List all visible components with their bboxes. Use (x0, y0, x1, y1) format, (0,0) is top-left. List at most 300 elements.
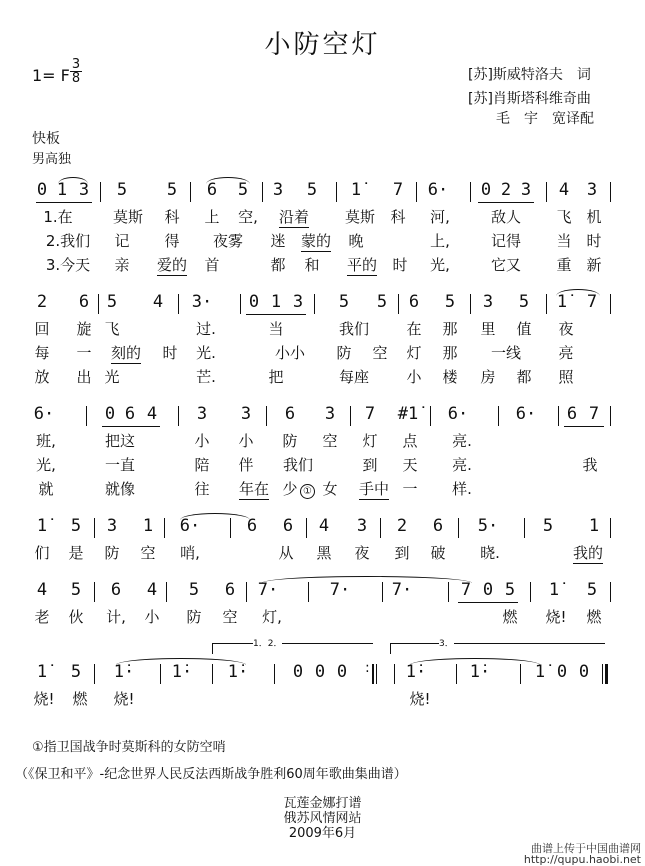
note: 5 (70, 516, 82, 536)
repeat-barline (372, 664, 374, 684)
final-barline (602, 664, 603, 684)
note: 7· (257, 580, 279, 600)
composer-credit: [苏]肖斯塔科维奇曲 (468, 91, 591, 107)
note: 4 (318, 516, 330, 536)
note: 5 (166, 180, 178, 200)
note: 0 (578, 662, 590, 682)
lyric: 把 (268, 368, 284, 386)
lyric: 新 (586, 256, 602, 274)
lyric: 空 (372, 344, 388, 362)
lyrics-row-3-verse-1 (0, 430, 645, 454)
barline (610, 406, 611, 426)
lyric: 里 (480, 320, 496, 338)
lyrics-row-3-verse-3 (0, 478, 645, 502)
note: 0 (292, 662, 304, 682)
note: 0 (556, 662, 568, 682)
lyric: 记得 (490, 232, 522, 250)
barline (274, 664, 275, 684)
lyric: 得 (164, 232, 180, 250)
barline (86, 406, 87, 426)
barline (458, 518, 459, 538)
lyric: 防 (186, 608, 202, 626)
barline (178, 294, 179, 314)
note: 7 (392, 180, 404, 200)
barline (558, 406, 559, 426)
lyric: 小 (238, 432, 254, 450)
lyric: 光, (430, 256, 450, 274)
note: #1̇ (397, 404, 419, 424)
barline (94, 664, 95, 684)
lyric: 科 (164, 208, 180, 226)
lyric: 机 (586, 208, 602, 226)
note: 5 (376, 292, 388, 312)
lyric: 过. (196, 320, 216, 338)
lyric: 亲 (114, 256, 130, 274)
lyric: 亮. (452, 432, 472, 450)
lyric: 计, (106, 608, 126, 626)
note: 4 (558, 180, 570, 200)
note: 5 (504, 580, 516, 600)
watermark-url[interactable]: http://qupu.haobi.net (523, 853, 641, 866)
lyric: 上 (204, 208, 220, 226)
lyric: 时 (162, 344, 178, 362)
lyric: 们 (34, 544, 50, 562)
note: 2 (396, 516, 408, 536)
lyric: 一线 (490, 344, 522, 362)
lyric: 光, (36, 456, 56, 474)
lyric: 记 (114, 232, 130, 250)
note: 1̇· (405, 662, 427, 682)
lyric: 哨, (180, 544, 200, 562)
source-note: （《保卫和平》-纪念世界人民反法西斯战争胜利60周年歌曲集曲谱） (15, 767, 407, 782)
barline (430, 406, 431, 426)
lyric: 夜 (558, 320, 574, 338)
barline (190, 182, 191, 202)
lyric: 女 (322, 480, 338, 498)
barline (314, 294, 315, 314)
lyric: 都 (270, 256, 286, 274)
note: 7 (364, 404, 376, 424)
note: 4 (146, 580, 158, 600)
note: 1̇· (227, 662, 249, 682)
note: 5 (116, 180, 128, 200)
barline (546, 294, 547, 314)
lyric: 和 (304, 256, 320, 274)
lyric: 空 (140, 544, 156, 562)
note: 6 (566, 404, 578, 424)
note: 4 (36, 580, 48, 600)
lyric: 烧! (409, 690, 431, 708)
note: 1̇· (113, 662, 135, 682)
note: 1 (56, 180, 68, 200)
note: 5 (542, 516, 554, 536)
lyric: 燃 (586, 608, 602, 626)
lyric: 到 (394, 544, 410, 562)
key-signature: 1= F (32, 66, 70, 85)
note: 7 (460, 580, 472, 600)
lyric: 灯 (406, 344, 422, 362)
lyric: 房 (480, 368, 496, 386)
lyrics-row-5 (0, 606, 645, 630)
lyric: 一 (76, 344, 92, 362)
lyric: 小小 (274, 344, 306, 362)
note: 3 (240, 404, 252, 424)
slur (556, 289, 600, 296)
slur (180, 513, 250, 520)
note: 6 (124, 404, 136, 424)
lyric: 2.我们 (45, 232, 91, 250)
staff-row-6 (0, 662, 645, 686)
barline (470, 182, 471, 202)
barline (262, 182, 263, 202)
lyric: 就 (38, 480, 54, 498)
lyric: 出 (76, 368, 92, 386)
lyric: 少 (282, 480, 298, 498)
voice-marking: 男高独 (32, 152, 72, 167)
note: 1̇ (548, 580, 560, 600)
time-signature (70, 58, 82, 85)
barline (164, 518, 165, 538)
lyric: 每座 (338, 368, 370, 386)
barline (308, 582, 309, 602)
note: 6 (110, 580, 122, 600)
barline (98, 294, 99, 314)
note: 5 (70, 662, 82, 682)
time-top: 3 (71, 57, 81, 72)
volta-2-label: 3． (439, 636, 454, 649)
note: 6 (224, 580, 236, 600)
barline (246, 582, 247, 602)
note: 4 (152, 292, 164, 312)
staff-row-4 (0, 516, 645, 540)
lyric: 旋 (76, 320, 92, 338)
lyric: 我 (582, 456, 598, 474)
lyric: 放 (34, 368, 50, 386)
barline (212, 664, 213, 684)
lyric: 是 (68, 544, 84, 562)
note: 3 (196, 404, 208, 424)
note: 6· (515, 404, 537, 424)
note: 5 (338, 292, 350, 312)
lyric: 年在 (238, 480, 270, 498)
lyric: 飞 (556, 208, 572, 226)
note: 6· (179, 516, 201, 536)
barline (336, 182, 337, 202)
barline (498, 406, 499, 426)
note: 3 (324, 404, 336, 424)
typist-line: 俄苏风情网站 (283, 811, 362, 826)
note: 3 (520, 180, 532, 200)
time-bottom: 8 (71, 71, 81, 86)
lyric: 河, (430, 208, 450, 226)
lyrics-row-2-verse-2 (0, 342, 645, 366)
song-title: 小防空灯 (264, 30, 381, 60)
staff-row-3 (0, 404, 645, 428)
lyric: 蒙的 (300, 232, 332, 250)
lyric: 莫斯 (112, 208, 144, 226)
volta-1-label: 1．2． (253, 636, 282, 649)
note: 7· (391, 580, 413, 600)
lyrics-row-3-verse-2 (0, 454, 645, 478)
lyric: 小 (406, 368, 422, 386)
lyric: 空 (222, 608, 238, 626)
barline (610, 582, 611, 602)
lyric: 把这 (104, 432, 136, 450)
lyric: 都 (516, 368, 532, 386)
note: 2 (500, 180, 512, 200)
lyric: 手中 (358, 480, 390, 498)
note: 0 (480, 180, 492, 200)
lyric: 那 (442, 320, 458, 338)
lyric: 往 (194, 480, 210, 498)
footnote-marker: ① (300, 484, 315, 499)
lyric: 灯 (362, 432, 378, 450)
lyric: 沿着 (278, 208, 310, 226)
lyric: 烧! (113, 690, 135, 708)
lyric: 到 (362, 456, 378, 474)
lyric: 晓. (480, 544, 500, 562)
note: 0 (314, 662, 326, 682)
volta-bracket-1 (212, 639, 373, 654)
note: 3 (106, 516, 118, 536)
note: 1̇ (36, 662, 48, 682)
note: 6 (78, 292, 90, 312)
barline (610, 182, 611, 202)
barline (524, 518, 525, 538)
note: 3 (356, 516, 368, 536)
barline (456, 664, 457, 684)
note: 6 (246, 516, 258, 536)
lyric: 时 (586, 232, 602, 250)
note: 5 (444, 292, 456, 312)
note: 5 (188, 580, 200, 600)
note: 2 (36, 292, 48, 312)
barline (610, 518, 611, 538)
translator-credit: 毛 宇 宽译配 (496, 111, 594, 127)
note: 3 (272, 180, 284, 200)
barline (230, 518, 231, 538)
note: 5 (70, 580, 82, 600)
lyric: 班, (36, 432, 56, 450)
lyric: 当 (556, 232, 572, 250)
note: 3 (292, 292, 304, 312)
barline (100, 182, 101, 202)
lyric: 一 (402, 480, 418, 498)
lyric: 灯, (262, 608, 282, 626)
note: 6· (447, 404, 469, 424)
note: 6 (284, 404, 296, 424)
note: 1 (588, 516, 600, 536)
lyrics-row-2-verse-1 (0, 318, 645, 342)
lyric: 防 (104, 544, 120, 562)
note: 0 (336, 662, 348, 682)
lyric: 爱的 (156, 256, 188, 274)
note: 6 (408, 292, 420, 312)
barline (94, 518, 95, 538)
barline (266, 406, 267, 426)
lyric: 莫斯 (344, 208, 376, 226)
lyric: 3.今天 (45, 256, 91, 274)
lyric: 天 (402, 456, 418, 474)
lyric: 黑 (316, 544, 332, 562)
barline (610, 294, 611, 314)
lyric: 飞 (104, 320, 120, 338)
staff-row-2 (0, 292, 645, 316)
lyric: 重 (556, 256, 572, 274)
lyric: 小 (194, 432, 210, 450)
barline (520, 664, 521, 684)
lyric: 烧! (33, 690, 55, 708)
barline (166, 582, 167, 602)
note: 0 (36, 180, 48, 200)
lyric: 回 (34, 320, 50, 338)
lyric: 小 (144, 608, 160, 626)
lyric: 燃 (72, 690, 88, 708)
lyric: 光. (196, 344, 216, 362)
lyric: 燃 (502, 608, 518, 626)
lyrics-row-6 (0, 688, 645, 712)
barline (416, 182, 417, 202)
barline (398, 294, 399, 314)
note: 6 (282, 516, 294, 536)
note: 3 (482, 292, 494, 312)
lyric: 夜雾 (212, 232, 244, 250)
note: 1 (142, 516, 154, 536)
note: 5 (237, 180, 249, 200)
slur (58, 177, 88, 184)
watermark-line: 曲谱上传于中国曲谱网 (531, 842, 641, 855)
note: 1 (270, 292, 282, 312)
note: 7 (586, 292, 598, 312)
lyrics-row-1-verse-3 (0, 254, 645, 278)
barline (530, 582, 531, 602)
tempo-marking: 快板 (32, 131, 60, 147)
barline (350, 406, 351, 426)
lyric: 1.在 (43, 208, 73, 226)
lyric: 老 (34, 608, 50, 626)
barline (470, 294, 471, 314)
lyrics-row-4 (0, 542, 645, 566)
barline (448, 582, 449, 602)
lyric: 首 (204, 256, 220, 274)
lyric: 我们 (338, 320, 370, 338)
note: 1̇ (534, 662, 546, 682)
barline (546, 182, 547, 202)
lyric: 伴 (238, 456, 254, 474)
tie (262, 576, 472, 583)
lyric: 光 (104, 368, 120, 386)
lyric: 我的 (572, 544, 604, 562)
lyric: 一直 (104, 456, 136, 474)
note: 3 (78, 180, 90, 200)
footnote-text: ①指卫国战争时莫斯科的女防空哨 (32, 740, 226, 755)
watermark (524, 843, 641, 865)
note: 6· (33, 404, 55, 424)
note: 0 (104, 404, 116, 424)
lyric: 防 (336, 344, 352, 362)
note: 4 (146, 404, 158, 424)
note: 1̇ (350, 180, 362, 200)
note: 6· (427, 180, 449, 200)
underline-beam (458, 602, 518, 603)
note: 1̇· (171, 662, 193, 682)
barline (240, 294, 241, 314)
typist-credit (0, 796, 645, 841)
lyric: 从 (278, 544, 294, 562)
lyricist-credit: [苏]斯威特洛夫 词 (468, 67, 591, 83)
volta-bracket-2 (390, 639, 605, 654)
lyric: 上, (430, 232, 450, 250)
typist-line: 瓦莲金娜打谱 (283, 796, 362, 811)
staff-row-1 (0, 180, 645, 204)
lyric: 烧! (545, 608, 567, 626)
note: 7· (329, 580, 351, 600)
underline-beam (478, 202, 534, 203)
lyric: 芒. (196, 368, 216, 386)
lyric: 伙 (68, 608, 84, 626)
lyric: 在 (406, 320, 422, 338)
lyric: 我们 (282, 456, 314, 474)
lyric: 值 (516, 320, 532, 338)
note: 3· (191, 292, 213, 312)
lyric: 敌人 (490, 208, 522, 226)
note: 1̇ (36, 516, 48, 536)
lyric: 时 (392, 256, 408, 274)
note: 5 (306, 180, 318, 200)
note: 5 (518, 292, 530, 312)
note: 3 (586, 180, 598, 200)
underline-beam (36, 202, 92, 203)
lyric: 就像 (104, 480, 136, 498)
lyric: 点 (402, 432, 418, 450)
barline (160, 664, 161, 684)
lyric: 空, (238, 208, 258, 226)
note: 7 (588, 404, 600, 424)
underline-beam (246, 314, 306, 315)
lyric: 陪 (194, 456, 210, 474)
lyric: 平的 (346, 256, 378, 274)
barline (382, 582, 383, 602)
lyric: 防 (282, 432, 298, 450)
lyric: 它又 (490, 256, 522, 274)
lyric: 科 (390, 208, 406, 226)
lyric: 样. (452, 480, 472, 498)
note: 5· (477, 516, 499, 536)
lyric: 晚 (348, 232, 364, 250)
lyric: 破 (430, 544, 446, 562)
note: 1̇· (469, 662, 491, 682)
lyric: 迷 (270, 232, 286, 250)
lyric: 亮 (558, 344, 574, 362)
lyrics-row-1-verse-1 (0, 206, 645, 230)
lyric: 当 (268, 320, 284, 338)
lyric: 空 (322, 432, 338, 450)
lyrics-row-1-verse-2 (0, 230, 645, 254)
note: 1̇ (556, 292, 568, 312)
note: 5 (586, 580, 598, 600)
slur (206, 177, 250, 184)
note: 5 (106, 292, 118, 312)
barline (394, 664, 395, 684)
tie (116, 658, 246, 665)
note: 6 (206, 180, 218, 200)
lyric: 照 (558, 368, 574, 386)
barline (94, 582, 95, 602)
note: 0 (482, 580, 494, 600)
lyric: 楼 (442, 368, 458, 386)
lyric: 刻的 (110, 344, 142, 362)
note: 6 (432, 516, 444, 536)
